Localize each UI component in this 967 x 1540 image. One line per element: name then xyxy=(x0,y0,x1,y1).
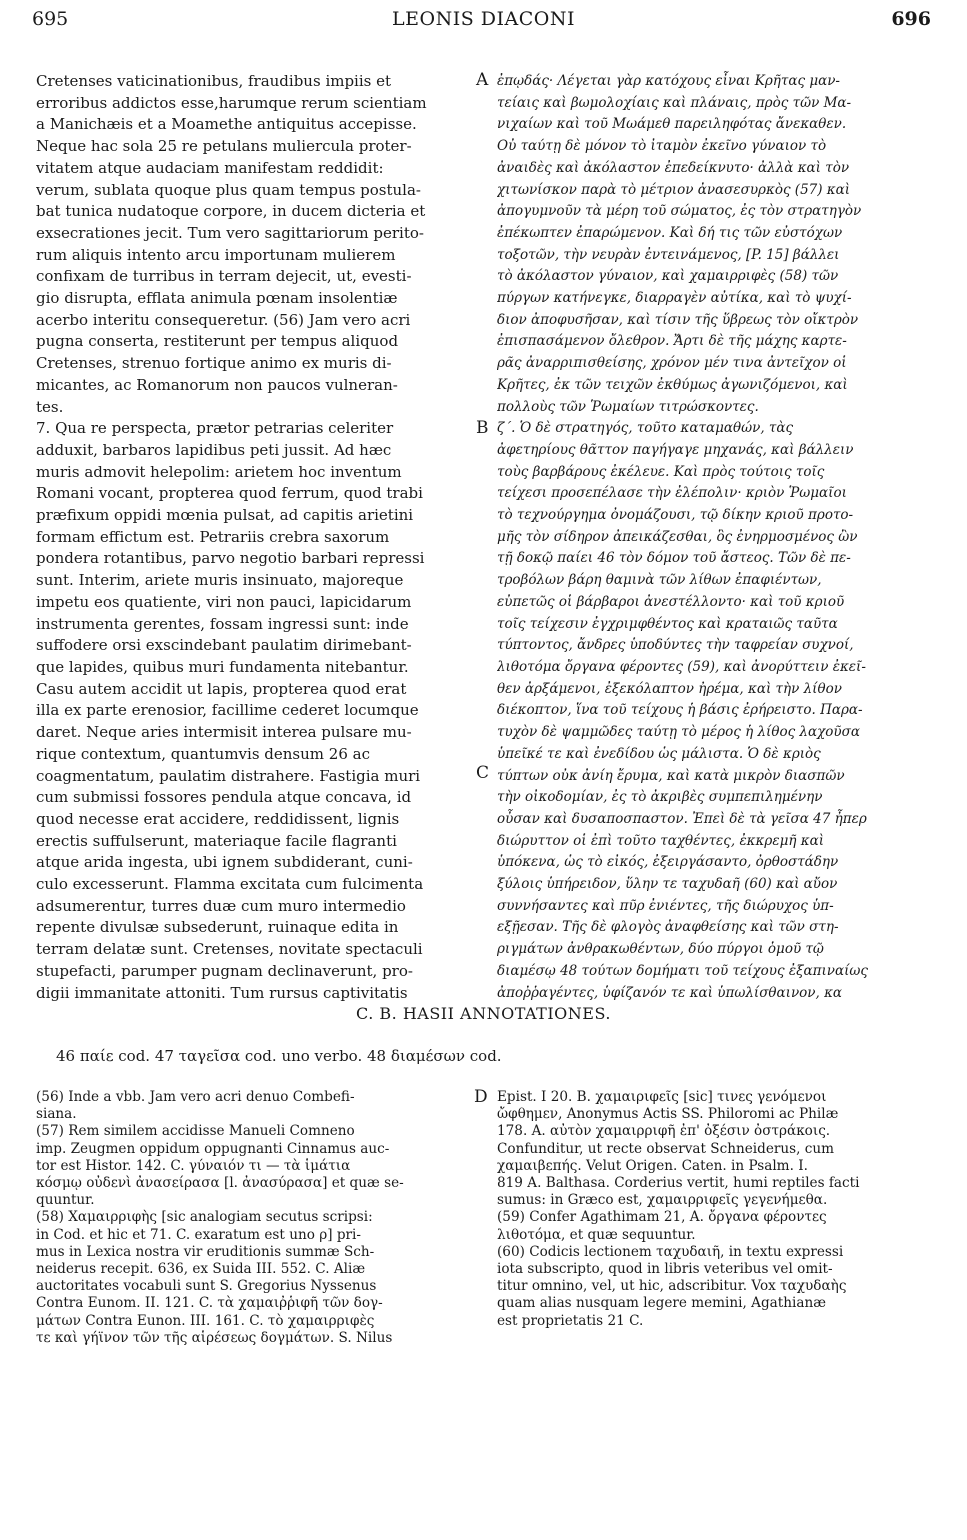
annotation-line: (56) Inde a vbb. Jam vero acri denuo Combefi- xyxy=(36,1089,355,1105)
greek-line: μῆς τὸν σίδηρον ἀπεικάζεσθαι, ὃς ἐνηρμοσμένος ὢν xyxy=(497,528,858,545)
latin-line: a Manichæis et a Moamethe antiquitus accepisse. xyxy=(36,115,417,134)
latin-line: Romani vocant, propterea quod ferrum, quod trabi xyxy=(36,484,423,503)
annotations-left-column xyxy=(36,1089,472,1347)
greek-line: ὑπόκενα, ὡς τὸ εἰκός, ἐξειργάσαντο, ὀρθοστάδην xyxy=(497,854,839,871)
margin-letter-c: C xyxy=(476,763,490,783)
greek-line: τύπτων οὐκ ἀνίη ἔρυμα, καὶ κατὰ μικρὸν διασπῶν xyxy=(497,767,845,784)
greek-line: ἀναιδὲς καὶ ἀκόλαστον ἐπεδείκνυτο· ἀλλὰ καὶ τὸν xyxy=(497,159,850,176)
greek-line: συννήσαντες καὶ πῦρ ἐνιέντες, τῆς διώρυχος ὑπ- xyxy=(497,897,834,914)
footnotes: 46 παίε cod. 47 ταγεῖσα cod. uno verbo. 48 διαμέσων cod. xyxy=(56,1047,502,1065)
latin-line: cum submissi fossores pendula atque concava, id xyxy=(36,788,412,807)
greek-line: θεν ἀρξάμενοι, ἐξεκόλαπτον ἠρέμα, καὶ τὴν λίθον xyxy=(497,680,842,697)
greek-line: ἀποῤῥαγέντες, ὑφίζανόν τε καὶ ὑπωλίσθαινον, κα xyxy=(497,984,843,1001)
greek-line: διώρυττον οἱ ἐπὶ τοῦτο ταχθέντες, ἐκκρεμῆ καὶ xyxy=(497,832,824,849)
margin-letter-a: A xyxy=(476,70,489,90)
latin-line: confixam de turribus in terram dejecit, ut, evesti- xyxy=(36,267,412,286)
latin-line: verum, sublata quoque plus quam tempus postula- xyxy=(36,180,421,199)
annotation-line: (58) Χαμαιρριφὴς [sic analogiam secutus scripsi: xyxy=(36,1209,373,1226)
latin-line: stupefacti, parumper pugnam declinaverunt, pro- xyxy=(36,961,413,980)
greek-line: οὖσαν καὶ δυσαποσπαστον. Ἐπεὶ δὲ τὰ γεῖσα 47 ἦπερ xyxy=(497,810,867,827)
latin-line: tes. xyxy=(36,397,64,416)
greek-line: ἐπέκωπτεν ἐπαρώμενον. Καὶ δή τις τῶν εὐστόχων xyxy=(497,224,843,241)
greek-line: Οὐ ταύτῃ δὲ μόνον τὸ ἰταμὸν ἐκεῖνο γύναιον τὸ xyxy=(497,138,827,155)
latin-line: que lapides, quibus muri fundamenta nitebantur. xyxy=(36,657,409,676)
greek-line: τοῖς τείχεσιν ἐγχριμφθέντος καὶ κραταιῶς ταῦτα xyxy=(497,615,838,632)
annotation-line: est proprietatis 21 C. xyxy=(497,1312,644,1329)
page-number-left: 695 xyxy=(32,8,69,30)
annotation-line: Epist. I 20. B. χαμαιριφεῖς [sic] τινες γενόμενοι xyxy=(497,1089,827,1105)
latin-line: micantes, ac Romanorum non paucos vulneran- xyxy=(36,375,398,394)
annotations-title: C. B. HASII ANNOTATIONES. xyxy=(356,1004,611,1023)
greek-line: πολλοὺς τῶν Ῥωμαίων τιτρώσκοντες. xyxy=(497,398,759,415)
annotation-line: siana. xyxy=(36,1106,77,1123)
greek-line: τείχεσι προσεπέλασε τὴν ἐλέπολιν· κριὸν Ῥωμαῖοι xyxy=(497,485,847,502)
annotations-right-column xyxy=(497,1089,934,1330)
greek-line: ξύλοις ὑπήρειδον, ὕλην τε ταχυδαῆ (60) καὶ αὔον xyxy=(497,876,838,893)
greek-line: τὴν οἰκοδομίαν, ἐς τὸ ἀκριβὲς συμπεπιλημένην xyxy=(497,789,823,806)
annotation-line: μάτων Contra Eunon. III. 161. C. τὸ χαμαιρριφὲς xyxy=(36,1312,375,1329)
annotation-line: mus in Lexica nostra vir eruditionis summæ Sch- xyxy=(36,1243,375,1260)
greek-line: τοξοτῶν, τὴν νευρὰν ἐντεινάμενος, [P. 15] βάλλει xyxy=(497,246,840,263)
latin-line: pugna conserta, restiterunt per tempus aliquod xyxy=(36,332,399,351)
greek-line: ἐπῳδάς· Λέγεται γὰρ κατόχους εἶναι Κρῆτας μαν- xyxy=(497,73,840,89)
latin-line: suffodere orsi exscindebant paulatim dirimebant- xyxy=(36,636,412,655)
annotation-line: imp. Zeugmen oppidum oppugnanti Cinnamus auc- xyxy=(36,1140,390,1157)
annotation-line: ὤφθημεν, Anonymus Actis SS. Philoromi ac Philæ xyxy=(497,1106,839,1123)
greek-line: ἐπισπασάμενον ὄλεθρον. Ἄρτι δὲ τῆς μάχης καρτε- xyxy=(497,333,847,350)
greek-line: διαμέσῳ 48 τούτων δομήματι τοῦ τείχους ἐξαπιναίως xyxy=(497,962,868,979)
greek-line: ζ΄. Ὁ δὲ στρατηγός, τοῦτο καταμαθών, τὰς xyxy=(497,420,794,437)
latin-line: vitatem atque audaciam manifestam reddidit: xyxy=(36,158,384,177)
latin-line: præfixum oppidi mœnia pulsat, ad capitis arietini xyxy=(36,506,414,525)
greek-line: λιθοτόμα ὄργανα φέροντες (59), καὶ ἀνορύττειν ἐκεῖ- xyxy=(497,658,866,675)
latin-line: culo excesserunt. Flamma excitata cum fulcimenta xyxy=(36,875,424,894)
annotation-line: Contra Eunom. II. 121. C. τὰ χαμαιῤῥιφῆ τῶν δογ- xyxy=(36,1295,383,1312)
annotation-line: Confunditur, ut recte observat Schneiderus, cum xyxy=(497,1140,834,1157)
latin-line: pondera rotantibus, parvo negotio barbari repressi xyxy=(36,549,425,568)
latin-line: erroribus addictos esse,harumque rerum scientiam xyxy=(36,93,427,112)
latin-line: erectis suffulserunt, materiaque facile flagranti xyxy=(36,831,397,850)
latin-line: Cretenses, strenuo fortique animo ex muris di- xyxy=(36,354,392,373)
greek-line: εὐπετῶς οἱ βάρβαροι ἀνεστέλλοντο· καὶ τοῦ κριοῦ xyxy=(497,593,845,610)
greek-line: τὸ ἀκόλαστον γύναιον, καὶ χαμαιρριφὲς (58) τῶν xyxy=(497,268,839,285)
annotation-line: λιθοτόμα, et quæ sequuntur. xyxy=(497,1226,696,1243)
latin-line: repente divulsæ subsederunt, ruinaque edita in xyxy=(36,918,399,937)
latin-line: adsumerentur, turres duæ cum muro intermedio xyxy=(36,896,406,915)
latin-line: gio disrupta, efflata animula pœnam insolentiæ xyxy=(36,289,398,308)
annotation-line: κόσμῳ οὐδενὶ ἀνασείρασα [l. ἀνασύρασα] et quæ se- xyxy=(36,1175,404,1192)
greek-line: τοὺς βαρβάρους ἐκέλευε. Καὶ πρὸς τούτοις τοῖς xyxy=(497,463,825,480)
greek-line: τῇ δοκῷ παίει 46 τὸν δόμον τοῦ ἄστεος. Τῶν δὲ πε- xyxy=(497,550,851,567)
latin-line: quod necesse erat accidere, reddidissent, lignis xyxy=(36,809,400,828)
greek-line: τύπτοντος, ἄνδρες ὑποδύντες τὴν ταφρείαν συχνοί, xyxy=(497,637,854,654)
latin-line: coagmentatum, paulatim distrahere. Fastigia muri xyxy=(36,766,421,785)
latin-line: Cretenses vaticinationibus, fraudibus impiis et xyxy=(36,72,392,90)
latin-line: rum aliquis intento arcu importunam mulierem xyxy=(36,245,396,264)
greek-line: χιτωνίσκον παρὰ τὸ μέτριον ἀνασεσυρκὸς (57) καὶ xyxy=(497,181,851,198)
annotation-line: iota subscripto, quod in libris veteribus vel omit- xyxy=(497,1261,833,1278)
greek-line: διέκοπτον, ἵνα τοῦ τείχους ἡ βάσις ἐρήρειστο. Παρα- xyxy=(497,702,863,719)
greek-line: εξῇεσαν. Τῆς δὲ φλογὸς ἀναφθείσης καὶ τῶν στη- xyxy=(497,919,839,936)
annotation-line: 178. A. αὐτὸν χαμαιρριφῆ ἐπ' ὀξέσιν ὀστράκοις. xyxy=(497,1123,831,1140)
annotation-line: τε καὶ γήϊνον τῶν τῆς αἱρέσεως δογμάτων. S. Nilus xyxy=(36,1329,393,1346)
annotation-line: (57) Rem similem accidisse Manueli Comneno xyxy=(36,1123,355,1140)
latin-line: daret. Neque aries intermisit interea pulsare mu- xyxy=(36,723,412,742)
greek-text-column xyxy=(497,71,934,1004)
latin-line: illa ex parte erenosior, facillime cederet locumque xyxy=(36,701,419,720)
latin-line: terram delatæ sunt. Cretenses, novitate spectaculi xyxy=(36,940,423,959)
greek-line: τροβόλων βάρη θαμινὰ τῶν λίθων ἐπαφιέντων, xyxy=(497,572,822,589)
latin-line: acerbo interitu consequeretur. (56) Jam vero acri xyxy=(36,310,411,329)
annotation-line: 819 A. Balthasa. Corderius vertit, humi reptiles facti xyxy=(497,1175,860,1192)
greek-line: πύργων κατήνεγκε, διαρραγὲν αὐτίκα, καὶ τὸ ψυχί- xyxy=(497,290,852,307)
greek-line: τὸ τεχνούργημα ὀνομάζουσι, τῷ δίκην κριοῦ προτο- xyxy=(497,507,854,524)
annotation-line: titur omnino, vel, ut hic, adscribitur. Vox ταχυδαὴς xyxy=(497,1278,847,1295)
greek-line: τυχὸν δὲ ψαμμῶδες ταύτῃ τὸ μέρος ἡ λίθος λαχοῦσα xyxy=(497,724,860,741)
greek-line: διον ἀποφυσῆσαν, καὶ τίσιν τῆς ὕβρεως τὸν οἴκτρὸν xyxy=(497,311,859,328)
latin-line: impetu eos quatiente, viri non pauci, lapicidarum xyxy=(36,592,412,611)
greek-line: ἀπογυμνοῦν τὰ μέρη τοῦ σώματος, ἐς τὸν στρατηγὸν xyxy=(497,203,862,220)
annotation-line: χαμαιβεπής. Velut Origen. Caten. in Psalm. I. xyxy=(497,1157,808,1174)
latin-line: exsecrationes jecit. Tum vero sagittariorum perito- xyxy=(36,223,424,242)
latin-line: 7. Qua re perspecta, prætor petrarias celeriter xyxy=(36,419,394,438)
annotation-line: tor est Histor. 142. C. γύναιόν τι — τὰ ἱμάτια xyxy=(36,1157,351,1174)
annotation-line: sumus: in Græco est, χαμαιρριφεῖς γεγενήμεθα. xyxy=(497,1192,828,1209)
annotation-line: auctoritates vocabuli sunt S. Gregorius Nyssenus xyxy=(36,1278,377,1295)
greek-line: ἀφετηρίους θᾶττον παγήγαγε μηχανάς, καὶ βάλλειν xyxy=(497,441,854,458)
greek-line: τείαις καὶ βωμολοχίαις καὶ πλάναις, πρὸς τῶν Μα- xyxy=(497,94,852,111)
latin-line: bat tunica nudatoque corpore, in ducem dicteria et xyxy=(36,202,426,221)
running-title: LEONIS DIACONI xyxy=(392,8,575,30)
greek-line: Κρῆτες, ἐκ τῶν τειχῶν ἐκθύμως ἀγωνιζόμενοι, καὶ xyxy=(497,376,848,393)
margin-letter-d: D xyxy=(474,1087,488,1107)
latin-line: sunt. Interim, ariete muris insinuato, majoreque xyxy=(36,571,404,590)
latin-line: rique contextum, quantumvis densum 26 ac xyxy=(36,744,370,763)
greek-line: ρᾶς ἀναρριπισθείσης, χρόνον μέν τινα ἀντεῖχον οἱ xyxy=(497,355,847,372)
greek-line: ριγμάτων ἀνθρακωθέντων, δύο πύργοι ὁμοῦ τῷ xyxy=(497,941,824,958)
latin-line: Neque hac sola 25 re petulans muliercula proter- xyxy=(36,137,412,156)
latin-line: atque arida ingesta, ubi ignem subdiderant, cuni- xyxy=(36,853,413,872)
annotation-line: in Cod. et hic et 71. C. exaratum est uno ρ] pri- xyxy=(36,1226,361,1243)
latin-line: adduxit, barbaros lapidibus peti jussit. Ad hæc xyxy=(36,440,392,459)
annotation-line: neiderus recepit. 636, ex Suida III. 552. C. Aliæ xyxy=(36,1261,366,1278)
page-number-right: 696 xyxy=(891,8,931,30)
latin-line: formam effictum est. Petrariis crebra saxorum xyxy=(36,527,390,546)
annotation-line: (60) Codicis lectionem ταχυδαιῆ, in textu expressi xyxy=(497,1243,844,1260)
latin-line: instrumenta gerentes, fossam ingressi sunt: inde xyxy=(36,614,409,633)
latin-line: Casu autem accidit ut lapis, propterea quod erat xyxy=(36,679,407,698)
annotation-line: quam alias nusquam legere memini, Agathianæ xyxy=(497,1295,826,1312)
margin-letter-b: B xyxy=(476,418,489,438)
greek-line: ὑπεῖκέ τε καὶ ἐνεδίδου ὡς μάλιστα. Ὁ δὲ κριὸς xyxy=(497,745,821,762)
latin-line: digii immanitate attoniti. Tum rursus captivitatis xyxy=(36,983,408,1002)
latin-text-column xyxy=(36,71,472,1004)
annotation-line: quuntur. xyxy=(36,1192,95,1209)
greek-line: νιχαίων καὶ τοῦ Μωάμεθ παρειληφότας ἄνεκαθεν. xyxy=(497,116,847,133)
annotation-line: (59) Confer Agathimam 21, A. ὄργανα φέροντες xyxy=(497,1209,827,1226)
latin-line: muris admovit helepolim: arietem hoc inventum xyxy=(36,462,402,481)
